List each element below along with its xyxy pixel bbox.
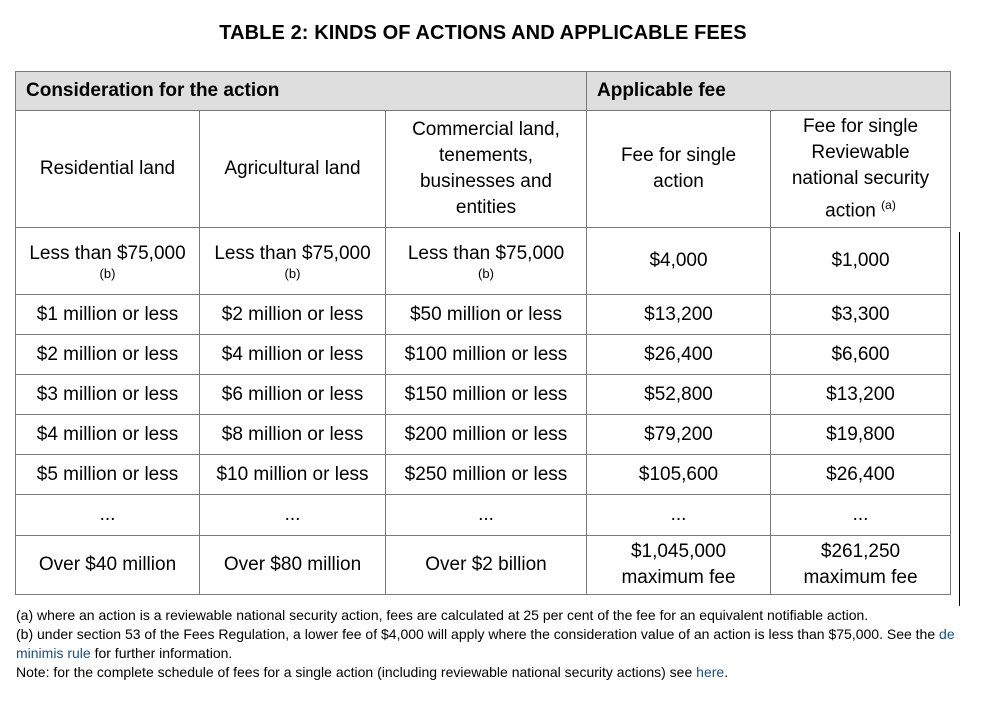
cell-agricultural: $4 million or less [200,335,386,375]
applicable-fee-header: Applicable fee [587,72,951,111]
footnote-marker-b: (b) [284,266,301,281]
cell-commercial: $50 million or less [386,295,587,335]
threshold-text: Less than $75,000 [29,243,186,264]
group-header-row [16,72,951,111]
ellipsis-cell: ... [200,495,386,536]
col-residential: Residential land [16,111,200,228]
ellipsis-cell: ... [16,495,200,536]
cell-residential: $2 million or less [16,335,200,375]
cell-rnsa-fee: $13,200 [771,375,951,415]
cell-residential: $3 million or less [16,375,200,415]
col-fee-rnsa-label: Fee for single Reviewable national security action [791,115,930,222]
cell-rnsa-fee: $3,300 [771,295,951,335]
footnote-marker-b: (b) [99,266,116,281]
cell-commercial: $150 million or less [386,375,587,415]
footnote-b-text: (b) under section 53 of the Fees Regulation, a lower fee of $4,000 will apply where the consideration value of an action is less than $75,000. See the [16,626,936,642]
max-fee-value: $1,045,000 [630,541,727,562]
col-agricultural: Agricultural land [200,111,386,228]
cell-residential: Over $40 million [16,536,200,595]
cell-commercial: $200 million or less [386,415,587,455]
footnote-a: (a) where an action is a reviewable national security action, fees are calculated at 25 per cent of the fee for an equivalent notifiable action. [16,607,869,623]
cell-fee: $79,200 [587,415,771,455]
cell-rnsa-fee: $26,400 [771,455,951,495]
footnote-marker-b: (b) [478,266,494,281]
table-row [16,455,951,495]
ellipsis-cell: ... [771,495,951,536]
column-header-row [16,111,951,228]
cell-agricultural: $10 million or less [200,455,386,495]
col-fee-single: Fee for single action [587,111,771,228]
table-row [16,536,951,595]
table-row [16,375,951,415]
threshold-text: Less than $75,000 [407,243,565,264]
footnotes [16,606,966,682]
max-fee-value: $261,250 [820,541,901,562]
table-title: TABLE 2: KINDS OF ACTIONS AND APPLICABLE FEES [219,22,747,44]
cell-agricultural [200,228,386,295]
cell-fee [587,536,771,595]
cell-rnsa-fee: $6,600 [771,335,951,375]
max-fee-label: maximum fee [621,567,736,588]
note-text: Note: for the complete schedule of fees for a single action (including reviewable national security actions) see [16,664,693,680]
de-minimis-rule-link[interactable]: de minimis rule [16,626,955,661]
table-row [16,295,951,335]
note-tail: . [724,664,729,680]
cell-fee: $13,200 [587,295,771,335]
max-fee-label: maximum fee [803,567,918,588]
footnote-b [16,625,966,663]
footnote-marker-a: (a) [881,197,896,212]
cell-commercial [386,228,587,295]
footnote-b-tail: for further information. [94,645,233,661]
cell-fee: $4,000 [587,228,771,295]
col-fee-rnsa [771,111,951,228]
table-row [16,415,951,455]
fees-table [15,71,951,595]
cell-agricultural: $2 million or less [200,295,386,335]
side-rule-divider [959,232,960,606]
cell-agricultural: Over $80 million [200,536,386,595]
cell-residential: $1 million or less [16,295,200,335]
cell-residential: $5 million or less [16,455,200,495]
cell-commercial: Over $2 billion [386,536,587,595]
cell-rnsa-fee: $19,800 [771,415,951,455]
cell-residential [16,228,200,295]
threshold-text: Less than $75,000 [214,243,371,264]
cell-commercial: $250 million or less [386,455,587,495]
col-commercial: Commercial land, tenements, businesses and entities [386,111,587,228]
cell-rnsa-fee: $1,000 [771,228,951,295]
cell-residential: $4 million or less [16,415,200,455]
footnote-note [16,663,966,682]
cell-agricultural: $6 million or less [200,375,386,415]
ellipsis-row [16,495,951,536]
cell-fee: $105,600 [587,455,771,495]
ellipsis-cell: ... [587,495,771,536]
consideration-header: Consideration for the action [16,72,587,111]
here-link[interactable]: here [696,664,725,680]
cell-rnsa-fee [771,536,951,595]
ellipsis-cell: ... [386,495,587,536]
cell-fee: $26,400 [587,335,771,375]
cell-fee: $52,800 [587,375,771,415]
cell-agricultural: $8 million or less [200,415,386,455]
table-row [16,335,951,375]
table-row [16,228,951,295]
cell-commercial: $100 million or less [386,335,587,375]
